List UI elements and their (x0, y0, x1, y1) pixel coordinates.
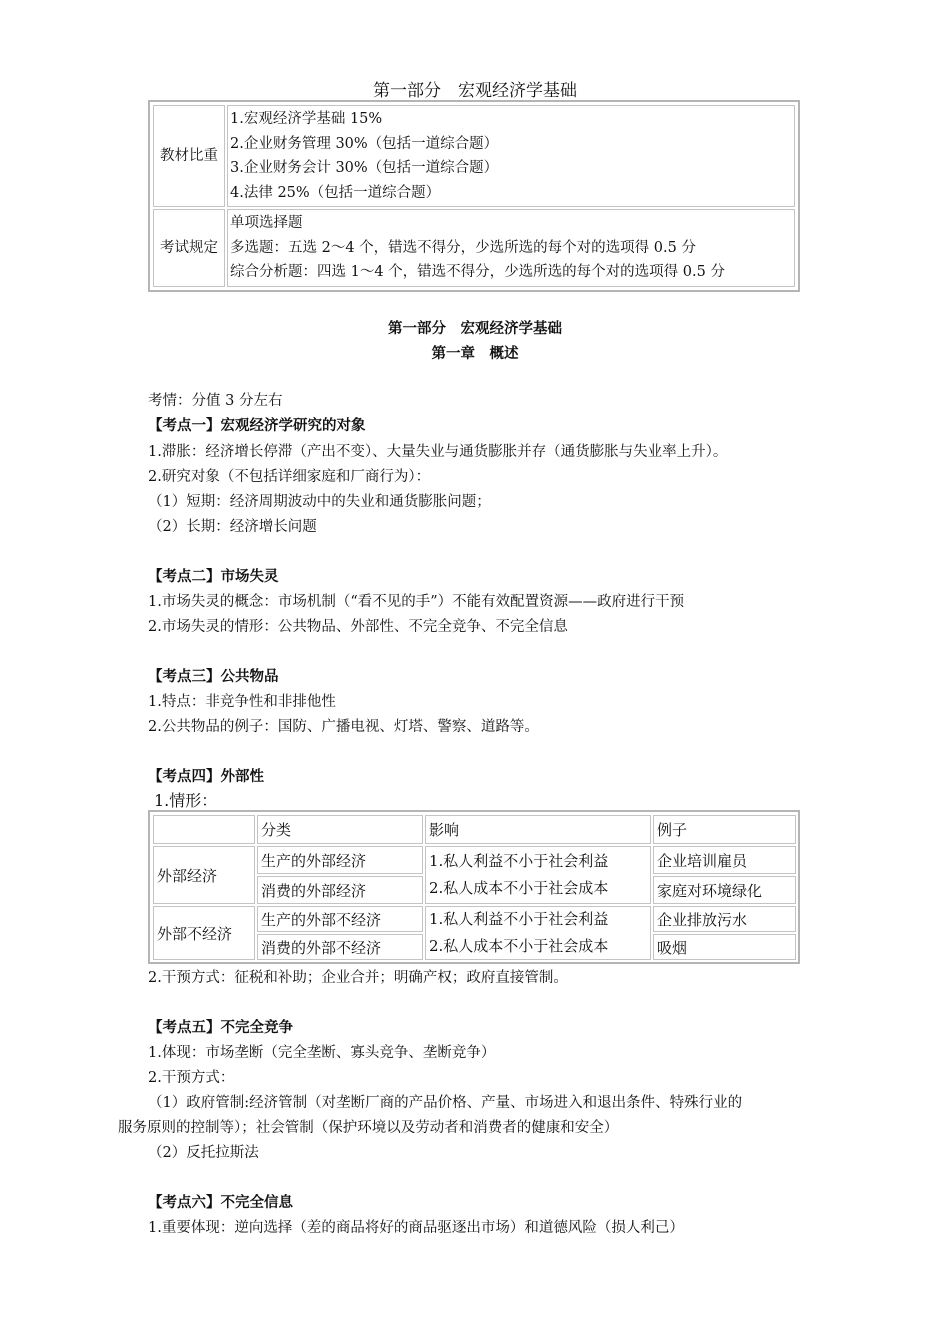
weight-content (227, 105, 795, 207)
section-heading: 【考点五】不完全竞争 (148, 1019, 293, 1036)
external-economy-label: 外部经济 (153, 846, 255, 904)
table-row (153, 105, 795, 207)
example-cell: 企业排放污水 (653, 906, 796, 932)
text-line: 1.重要体现：逆向选择（差的商品将好的商品驱逐出市场）和道德风险（损人利己） (148, 1220, 684, 1236)
example-cell: 家庭对环境绿化 (653, 876, 796, 904)
consumption-external-economy: 消费的外部经济 (257, 876, 423, 904)
consumption-external-diseconomy: 消费的外部不经济 (257, 934, 423, 960)
header-blank-cell (153, 815, 255, 844)
section-heading: 【考点三】公共物品 (148, 668, 279, 685)
external-economy-effect (425, 846, 651, 904)
text-line: 2.公共物品的例子：国防、广播电视、灯塔、警察、道路等。 (148, 719, 539, 735)
header-example: 例子 (653, 815, 796, 844)
example-cell: 企业培训雇员 (653, 846, 796, 874)
effect-line: 1.私人利益不小于社会利益 (429, 852, 609, 870)
effect-line: 1.私人利益不小于社会利益 (429, 910, 609, 928)
externality-table (148, 810, 800, 964)
text-line: 2.市场失灵的情形：公共物品、外部性、不完全竞争、不完全信息 (148, 619, 568, 635)
text-line: （1）政府管制:经济管制（对垄断厂商的产品价格、产量、市场进入和退出条件、特殊行业的 (148, 1095, 743, 1111)
text-line: （2）长期：经济增长问题 (148, 519, 317, 535)
part-heading: 第一部分 宏观经济学基础 (388, 320, 562, 337)
text-line: 1.滞胀：经济增长停滞（产出不变）、大量失业与通货膨胀并存（通货膨胀与失业率上升）。 (148, 444, 728, 460)
section-heading: 【考点四】外部性 (148, 768, 264, 785)
summary-table (148, 100, 800, 292)
exam-rules-label: 考试规定 (153, 209, 225, 287)
text-line: 1.体现：市场垄断（完全垄断、寡头竞争、垄断竞争） (148, 1045, 496, 1061)
text-line: 2.干预方式：征税和补助；企业合并；明确产权；政府直接管制。 (148, 970, 568, 986)
page-title: 第一部分 宏观经济学基础 (373, 81, 577, 101)
production-external-economy: 生产的外部经济 (257, 846, 423, 874)
exam-rules-content (227, 209, 795, 287)
list-item: 多选题：五选 2～4 个，错选不得分，少选所选的每个对的选项得 0.5 分 (230, 239, 696, 256)
external-diseconomy-effect (425, 906, 651, 960)
exam-info: 考情：分值 3 分左右 (148, 393, 283, 409)
text-line: 1.市场失灵的概念：市场机制（“看不见的手”）不能有效配置资源——政府进行干预 (148, 594, 685, 610)
list-item: 1.宏观经济学基础 15% (230, 111, 383, 127)
header-type: 分类 (257, 815, 423, 844)
text-line: （1）短期：经济周期波动中的失业和通货膨胀问题； (148, 494, 491, 510)
text-line: （2）反托拉斯法 (148, 1145, 259, 1161)
weight-label: 教材比重 (153, 105, 225, 207)
section-heading: 【考点六】不完全信息 (148, 1194, 293, 1211)
production-external-diseconomy: 生产的外部不经济 (257, 906, 423, 932)
effect-line: 2.私人成本不小于社会成本 (429, 879, 609, 897)
text-line: 1.特点：非竞争性和非排他性 (148, 694, 336, 710)
list-item: 3.企业财务会计 30%（包括一道综合题） (230, 160, 499, 176)
text-line: 服务原则的控制等）；社会管制（保护环境以及劳动者和消费者的健康和安全） (118, 1120, 619, 1136)
list-item: 综合分析题：四选 1～4 个，错选不得分，少选所选的每个对的选项得 0.5 分 (230, 264, 725, 280)
list-item: 单项选择题 (230, 215, 303, 231)
header-effect: 影响 (425, 815, 651, 844)
section-heading: 【考点二】市场失灵 (148, 568, 279, 585)
list-item: 2.企业财务管理 30%（包括一道综合题） (230, 135, 499, 152)
text-line: 2.干预方式： (148, 1070, 235, 1086)
chapter-heading: 第一章 概述 (431, 345, 519, 362)
text-line: 1.情形： (154, 791, 218, 810)
example-cell: 吸烟 (653, 934, 796, 960)
table-row (153, 209, 795, 287)
section-heading: 【考点一】宏观经济学研究的对象 (148, 417, 366, 434)
external-diseconomy-label: 外部不经济 (153, 906, 255, 960)
text-line: 2.研究对象（不包括详细家庭和厂商行为）： (148, 469, 431, 485)
effect-line: 2.私人成本不小于社会成本 (429, 937, 609, 955)
list-item: 4.法律 25%（包括一道综合题） (230, 184, 441, 201)
